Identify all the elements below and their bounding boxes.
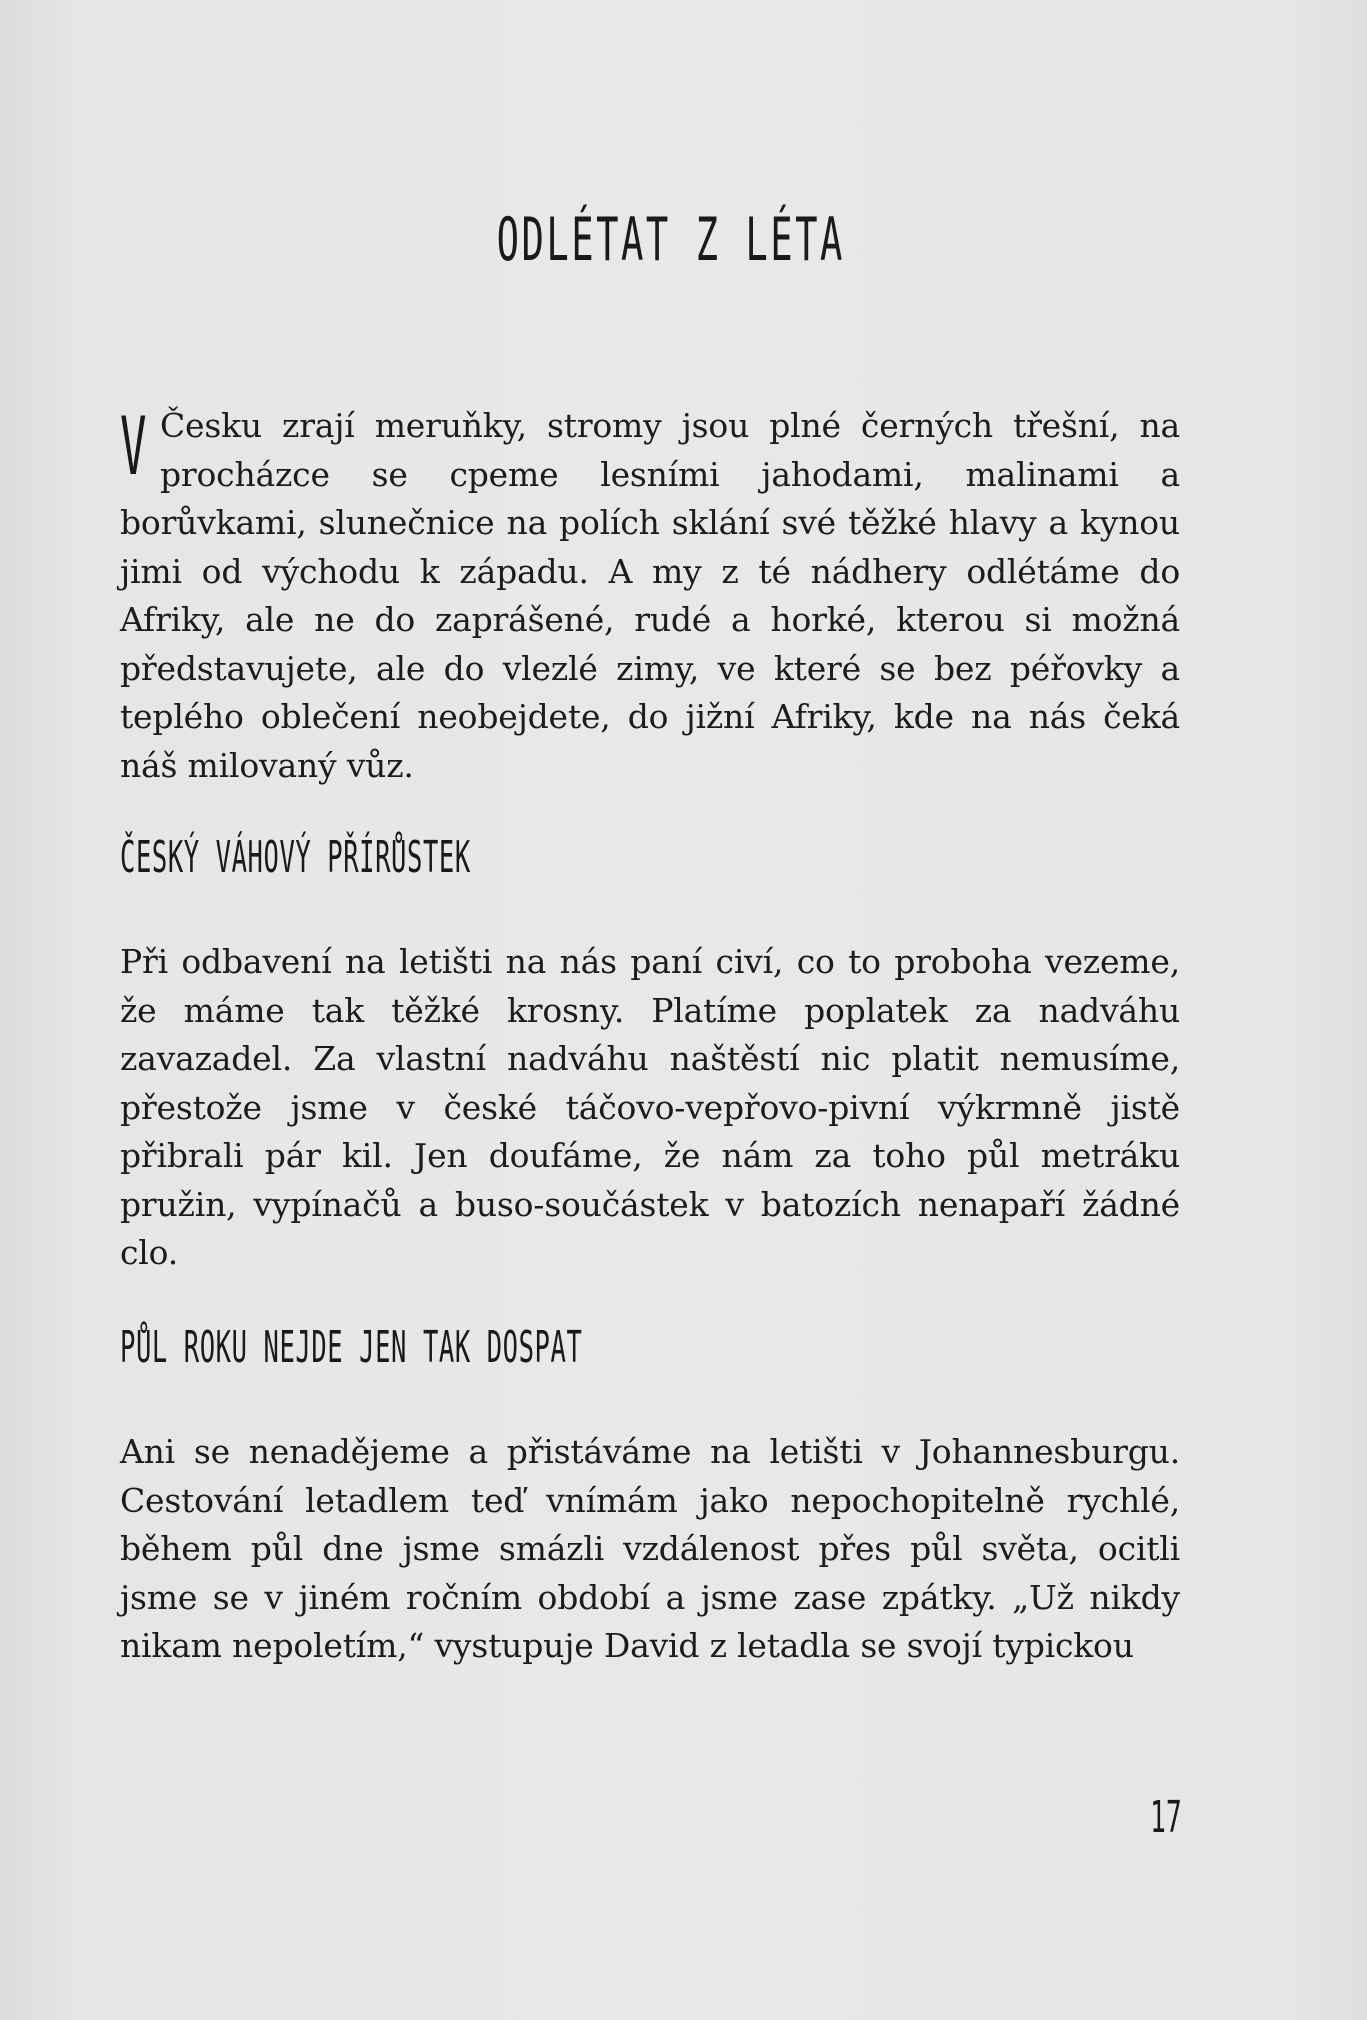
chapter-title: ODLÉTAT Z LÉTA [496,205,845,275]
intro-text: Česku zrají meruňky, stromy jsou plné černých třešní, na procházce se cpeme lesními jahodami, malinami a borůvkami, slunečnice na polích sklání své těžké hlavy a kynou jimi od východu k západu. A my z té nádhery odlétáme do Afriky, ale ne do zaprášené, rudé a horké, kterou si možná představujete, ale do vlezlé zimy, ve které se bez péřovky a teplého oblečení neobejdete, do jižní Afriky, kde na nás čeká náš milovaný vůz. [120,406,1180,785]
section-paragraph-weight-gain: Při odbavení na letišti na nás paní civí, co to proboha vezeme, že máme tak těžké krosny. Platíme poplatek za nadváhu zavazadel. Za vlastní nadváhu naštěstí nic platit nemusíme, přestože jsme v české táčovo-vepřovo-pivní výkrmně jistě přibrali pár kil. Jen doufáme, že nám za toho půl metráku pružin, vypínačů a buso-součástek v batozích nenapaří žádné clo. [120,942,1180,1272]
intro-paragraph [120,402,1180,790]
dropcap-letter: V [120,400,147,493]
section-heading-weight-gain: ČESKÝ VÁHOVÝ PŘÍRŮSTEK [120,832,471,883]
section-heading-sleep: PŮL ROKU NEJDE JEN TAK DOSPAT [120,1322,583,1373]
section-paragraph-sleep: Ani se nenadějeme a přistáváme na letišti v Johannesburgu. Cestování letadlem teď vnímám jako nepochopitelně rychlé, během půl dne jsme smázli vzdálenost přes půl světa, ocitli jsme se v jiném ročním období a jsme zase zpátky. „Už nikdy nikam nepoletím,“ vystupuje David z letadla se svojí typickou [120,1432,1180,1665]
page-number: 17 [1150,1792,1182,1843]
